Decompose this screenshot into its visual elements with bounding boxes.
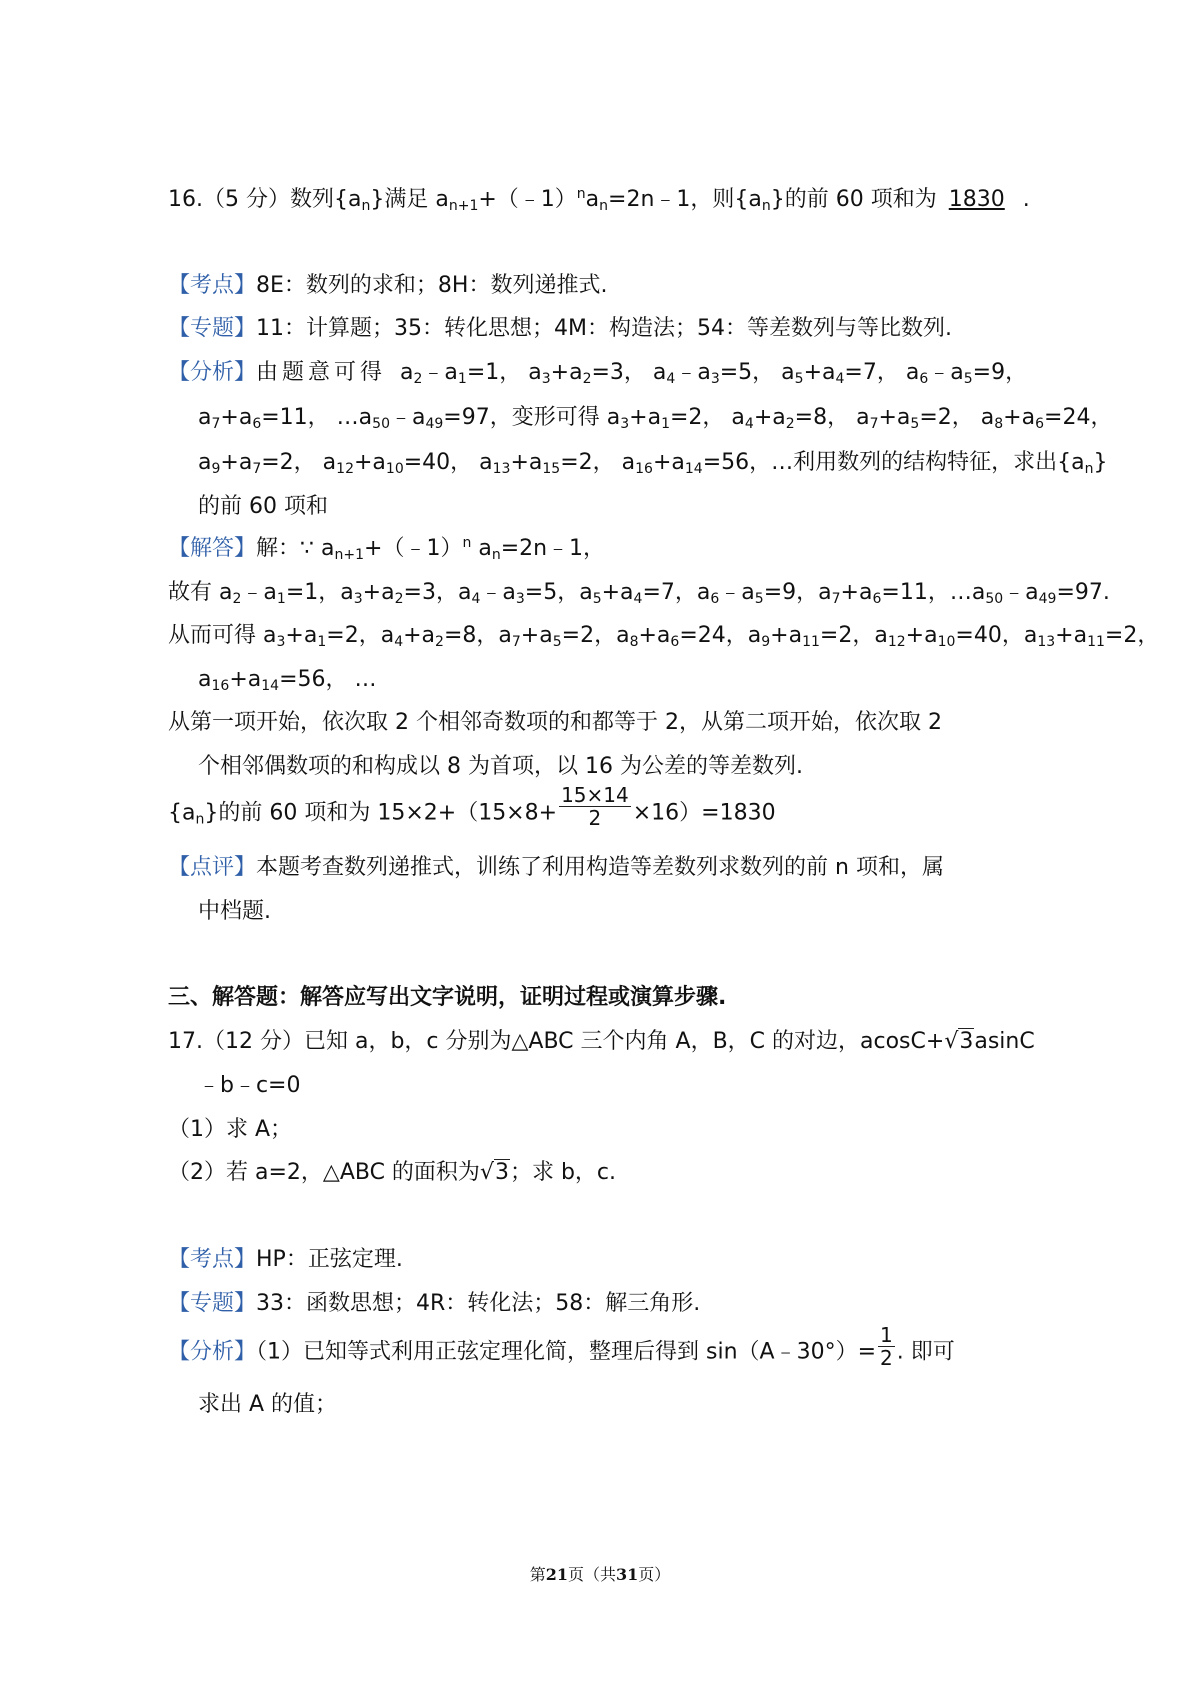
fraction-numerator: 15×14 (561, 783, 629, 807)
q16-kaodian (168, 271, 607, 301)
q16-fenxi-line4 (198, 492, 328, 522)
jieda-line2: 故有 (168, 580, 213, 605)
q17-stem-line2: ﹣b﹣c=0 (198, 1073, 301, 1098)
fenxi-cont: ，变形可得 (489, 405, 600, 430)
fraction-numerator: 1 (880, 1323, 893, 1347)
q16-stem: 16.（5 分）数列$\{a_n\}$满足 $a_{n+1}+(﹣1)^na_n=2n﹣1$，则$\{a_n\}$的前 60 项和为 1830 . (168, 186, 1030, 214)
q16-jieda-line4: $a_{16}+a_{14}=56$， … (198, 667, 377, 694)
q16-jieda-line6 (198, 752, 803, 782)
zhuanti-text: 11：计算题；35：转化思想；4M：构造法；54：等差数列与等比数列. (256, 316, 952, 341)
dianping-text2: 中档题. (198, 899, 271, 924)
q17-line1a: 17.（12 分）已知 a，b，c 分别为△ABC 三个内角 A，B，C 的对边，acosC+ (168, 1029, 945, 1054)
q16-dianping-line1 (168, 853, 944, 883)
zhuanti-text: 33：函数思想；4R：转化法；58：解三角形. (256, 1291, 701, 1316)
q17-part1: （1）求 A； (168, 1117, 293, 1142)
dianping-tag: 【点评】 (168, 855, 257, 880)
fenxi-end: . 即可 (896, 1339, 955, 1365)
q16-jieda-line5 (168, 708, 942, 738)
q16-dianping-line2 (198, 897, 271, 927)
q16-jieda-line3: 从而可得 $a_3+a_1=2$，$a_4+a_2=8$，$a_7+a_5=2$，$a_8+a_6=24$，$a_9+a_{11}=2$，$a_{12}+a_{10}=40$，$a_{13}+a_{11}=2$， (168, 623, 1160, 650)
q17-line1b: asinC (974, 1029, 1035, 1054)
q16-end: . (1022, 187, 1030, 212)
footer-pre: 第 (529, 1565, 546, 1584)
footer-mid: 页（共 (567, 1565, 616, 1584)
sqrt-symbol: √3 (479, 1160, 509, 1185)
q16-mid3: 的前 60 项和为 (784, 187, 937, 212)
jieda-line5: 从第一项开始，依次取 2 个相邻奇数项的和都等于 2，从第二项开始，依次取 2 (168, 710, 942, 735)
q17-stem-line1 (168, 1027, 1035, 1057)
q16-jieda-line7: $\{a_n\}$的前 60 项和为 15×2+（15×8+ $\frac{15\times 14}{2}$ ×16）=1830 (168, 783, 776, 830)
fenxi-end: 的前 60 项和 (198, 494, 328, 519)
dianping-text: 本题考查数列递推式，训练了利用构造等差数列求数列的前 n 项和，属 (256, 855, 944, 880)
q16-mid1: 满足 (384, 187, 429, 212)
q17-fenxi-line1 (168, 1323, 955, 1370)
fenxi-text: （1）已知等式利用正弦定理化简，整理后得到 sin（A﹣30°）= (256, 1339, 877, 1365)
page-number: 21 (545, 1565, 568, 1584)
sqrt-radicand: 3 (959, 1029, 974, 1054)
q16-jieda-line1: 【解答】解：∵ $a_{n+1}+(﹣1)^n$ $a_n=2n﹣1$， (168, 535, 606, 563)
fraction (559, 784, 631, 829)
fraction-denominator: 2 (880, 1346, 893, 1370)
footer-post: 页） (638, 1565, 671, 1584)
kaodian-tag: 【考点】 (168, 1247, 257, 1272)
q17-kaodian (168, 1245, 403, 1275)
fraction-denominator: 2 (588, 806, 602, 830)
fraction (878, 1324, 895, 1369)
q17-zhuanti (168, 1289, 700, 1319)
sqrt-radicand: 3 (494, 1160, 509, 1185)
q16-zhuanti (168, 314, 952, 344)
jieda-line6: 个相邻偶数项的和构成以 8 为首项，以 16 为公差的等差数列. (198, 754, 803, 779)
kaodian-text: 8E：数列的求和；8H：数列递推式. (256, 273, 608, 298)
jieda-tag: 【解答】 (168, 536, 257, 561)
q17-fenxi-line2: 求出 A 的值； (198, 1392, 338, 1417)
fenxi-tag: 【分析】 (168, 360, 257, 385)
zhuanti-tag: 【专题】 (168, 1291, 257, 1316)
fenxi-tail: ，…利用数列的结构特征，求出 (749, 450, 1058, 475)
q16-fenxi-line2: $a_7+a_6=11$， $\dots a_{50}﹣a_{49}=97$，变形可得 $a_3+a_1=2$， $a_4+a_2=8$， $a_7+a_5=2$， $a_8+a_6=24$， (198, 405, 1113, 432)
kaodian-text: HP：正弦定理. (256, 1247, 403, 1272)
kaodian-tag: 【考点】 (168, 273, 257, 298)
q17-part2 (168, 1158, 616, 1188)
fenxi-tag: 【分析】 (168, 1339, 257, 1365)
q16-fenxi-line3: $a_9+a_7=2$， $a_{12}+a_{10}=40$， $a_{13}+a_{15}=2$， $a_{16}+a_{14}=56$，…利用数列的结构特征，求出$\{a_n\}$ (198, 450, 1108, 477)
q16-prefix: 16.（5 分）数列 (168, 187, 334, 212)
jieda-lead: 解：∵ (256, 536, 315, 561)
total-pages: 31 (616, 1565, 639, 1584)
jieda-line7b: ×16）=1830 (632, 800, 776, 826)
q16-fenxi-line1: 【分析】由题意可得 $a_2﹣a_1=1$， $a_3+a_2=3$， $a_4﹣a_3=5$， $a_5+a_4=7$， $a_6﹣a_5=9$， (168, 360, 1028, 387)
q16-jieda-line2: 故有 $a_2﹣a_1=1$，$a_3+a_2=3$，$a_4﹣a_3=5$，$a_5+a_4=7$，$a_6﹣a_5=9$，$a_7+a_6=11$，$\dots a_{50}﹣a_{49}=97$. (168, 580, 1110, 607)
answer-blank: 1830 (948, 187, 1005, 212)
q16-mid2: ，则 (690, 187, 735, 212)
page-footer (0, 1562, 1200, 1585)
sqrt-symbol: √3 (944, 1029, 974, 1054)
section-title: 三、解答题：解答应写出文字说明，证明过程或演算步骤. (168, 985, 727, 1010)
q17-p2a: （2）若 a=2，△ABC 的面积为 (168, 1160, 480, 1185)
jieda-line3: 从而可得 (168, 623, 257, 648)
jieda-line7a: 的前 60 项和为 15×2+（15×8+ (218, 800, 558, 826)
q17-p2b: ；求 b，c. (509, 1160, 617, 1185)
fenxi-lead: 由题意可得 (256, 360, 387, 385)
zhuanti-tag: 【专题】 (168, 316, 257, 341)
